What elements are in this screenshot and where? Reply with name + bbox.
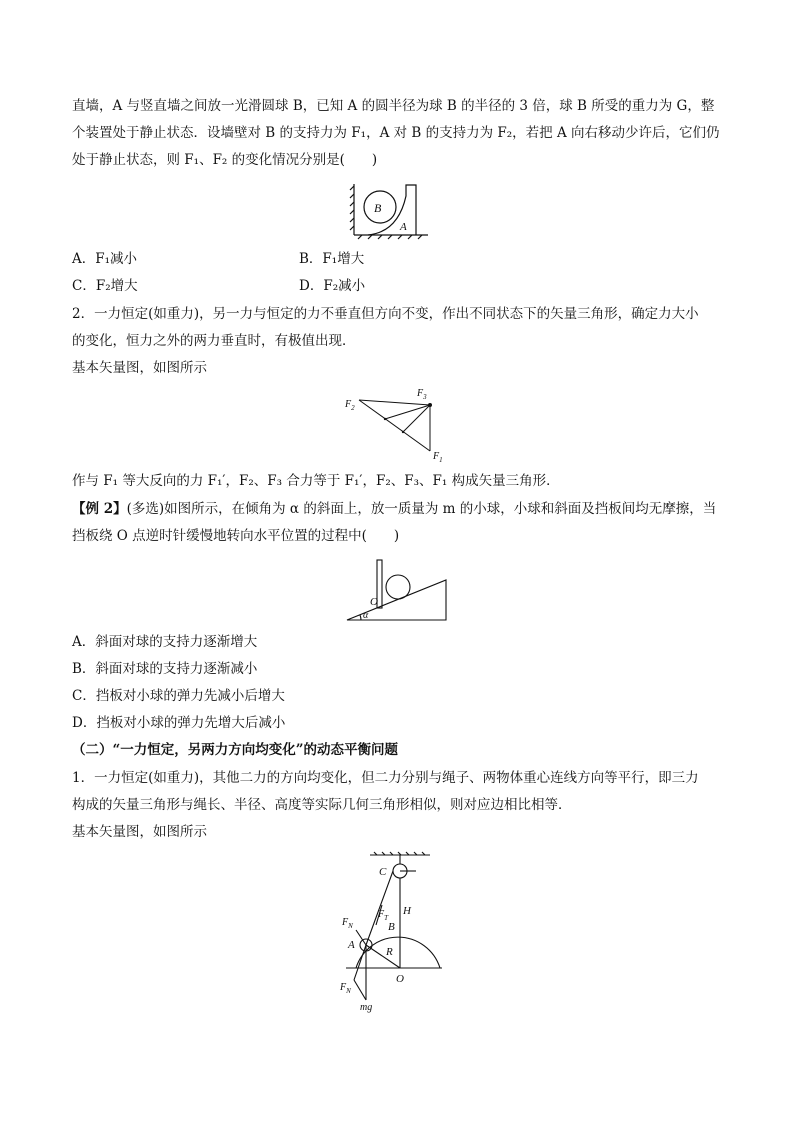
fig2-label-f3: $F_3$ (417, 388, 427, 401)
fig1-label-b: B (374, 201, 382, 215)
fig4-label-fn-bottom: $F_N$ (340, 982, 351, 995)
figure-incline-board-ball (343, 555, 453, 625)
example2-tag: 【例 2】 (72, 501, 127, 517)
fig4-label-ft: $F_T$ (378, 909, 389, 922)
fig4-label-fn-top: $F_N$ (342, 917, 353, 930)
example2-text-line2: 挡板绕 O 点逆时针缓慢地转向水平位置的过程中( ) (72, 528, 400, 544)
example2-option-c: C．挡板对小球的弹力先减小后增大 (72, 688, 285, 704)
figure-pulley-hemisphere (332, 850, 452, 1015)
fig1-label-a: A (400, 221, 407, 233)
fig4-label-o: O (396, 973, 404, 985)
example2-option-d: D．挡板对小球的弹力先增大后减小 (72, 715, 286, 731)
fig4-label-a: A (348, 939, 355, 951)
fig2-label-f2: $F_2$ (345, 399, 355, 412)
method2-text-line1: 2．一力恒定(如重力)，另一力与恒定的力不垂直但方向不变，作出不同状态下的矢量三角形，确定力大小 (72, 306, 699, 322)
fig4-label-c: C (379, 866, 387, 878)
method2-text-line2: 的变化，恒力之外的两力垂直时，有极值出现． (72, 333, 356, 349)
figure-vector-triangle (345, 385, 455, 465)
problem1-option-d: D．F₂减小 (299, 278, 366, 294)
section2-text-line3: 基本矢量图，如图所示 (72, 824, 207, 840)
fig3-label-alpha: α (363, 610, 369, 621)
example2-option-b: B．斜面对球的支持力逐渐减小 (72, 661, 258, 677)
section2-text-line1: 1．一力恒定(如重力)，其他二力的方向均变化，但二力分别与绳子、两物体重心连线方向等平行，即三力 (72, 770, 699, 786)
fig4-label-b: B (388, 921, 395, 933)
fig3-label-o: O (370, 596, 378, 608)
method2-text-line3: 基本矢量图，如图所示 (72, 360, 207, 376)
example2-option-a: A．斜面对球的支持力逐渐增大 (72, 634, 258, 650)
fig4-label-mg: mg (360, 1002, 373, 1013)
fig4-label-h: H (403, 905, 411, 917)
problem1-option-c: C．F₂增大 (72, 278, 138, 294)
section2-text-line2: 构成的矢量三角形与绳长、半径、高度等实际几何三角形相似，则对应边相比相等． (72, 797, 572, 813)
fig4-label-r: R (386, 946, 393, 958)
problem1-text-line2: 个装置处于静止状态．设墙壁对 B 的支持力为 F₁，A 对 B 的支持力为 F₂，若把 A 向右移动少许后，它们仍 (72, 125, 720, 141)
example2-text-line1: 【例 2】(多选)如图所示，在倾角为 α 的斜面上，放一质量为 m 的小球，小球和斜面及挡板间均无摩擦，当 (72, 501, 717, 517)
section2-heading: （二）“一力恒定，另两力方向均变化”的动态平衡问题 (72, 742, 399, 758)
method2-text-line4: 作与 F₁ 等大反向的力 F₁′，F₂、F₃ 合力等于 F₁′，F₂、F₃、F₁ 构成矢量三角形． (72, 473, 560, 489)
problem1-text-line3: 处于静止状态，则 F₁、F₂ 的变化情况分别是( ) (72, 152, 378, 168)
problem1-option-b: B．F₁增大 (299, 251, 365, 267)
problem1-text-line1: 直墙，A 与竖直墙之间放一光滑圆球 B，已知 A 的圆半径为球 B 的半径的 3 倍，球 B 所受的重力为 G，整 (72, 98, 715, 114)
fig2-label-f1: $F_1$ (433, 451, 443, 464)
problem1-option-a: A．F₁减小 (72, 251, 138, 267)
figure-ball-wall-block (350, 180, 410, 240)
